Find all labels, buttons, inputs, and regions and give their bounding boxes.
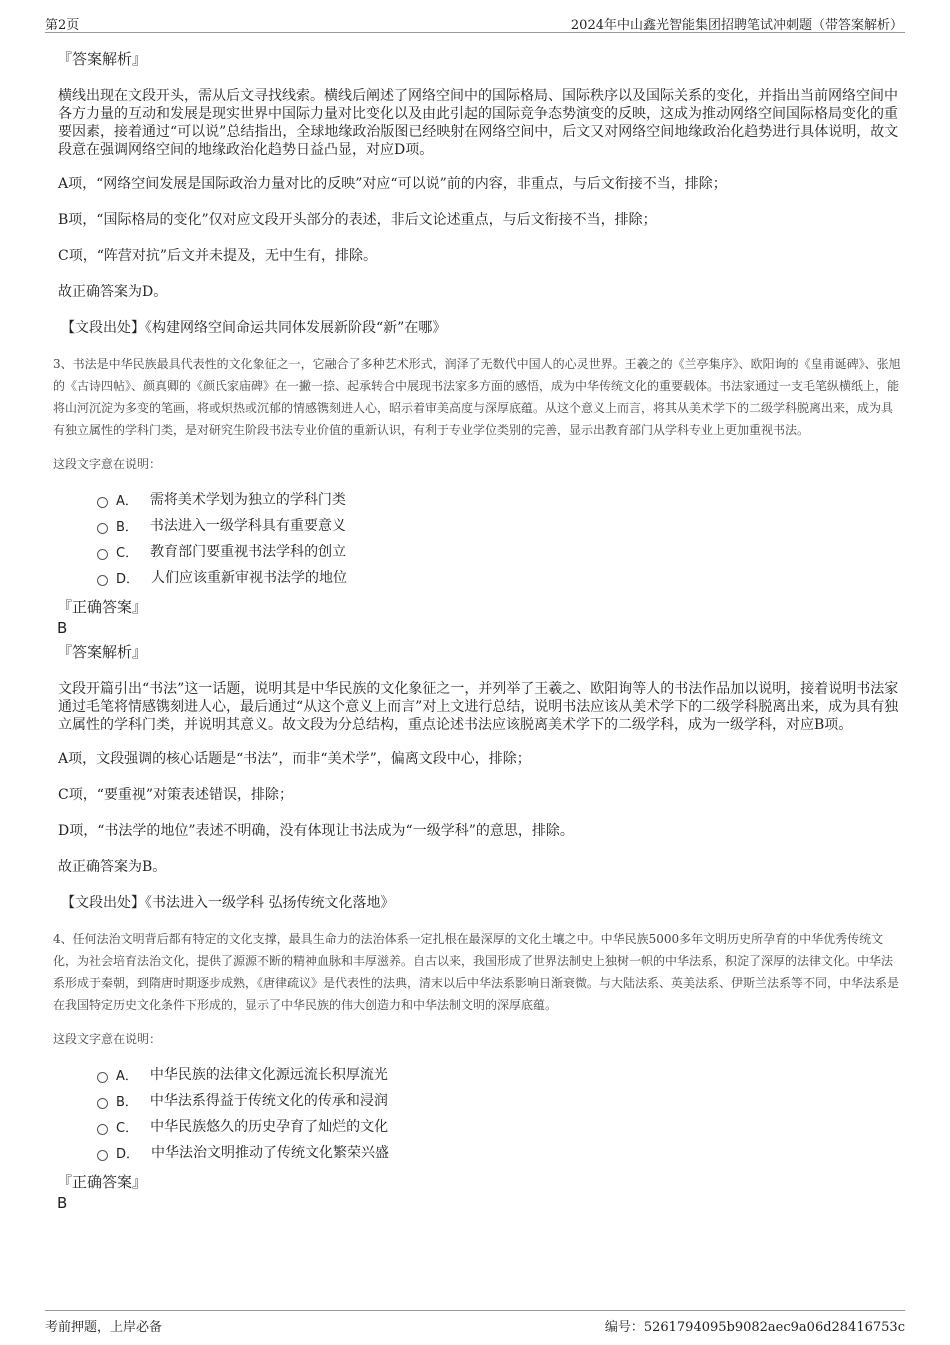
analysis-line: D项，“书法学的地位”表述不明确，没有体现让书法成为“一级学科”的意思，排除。	[58, 823, 574, 839]
analysis-line: C项，“要重视”对策表述错误，排除；	[58, 787, 294, 803]
option-letter: A．	[116, 1068, 138, 1084]
analysis-line: A项，文段强调的核心话题是“书法”，而非“美术学”，偏离文段中心，排除；	[58, 751, 531, 767]
analysis-label: 『答案解析』	[57, 643, 148, 661]
option-letter: D．	[116, 1146, 140, 1162]
option-d[interactable]	[97, 564, 902, 590]
question-3-text: 3、书法是中华民族最具代表性的文化象征之一，它融合了多种艺术形式，润泽了无数代中国人的心灵世界。王羲之的《兰亭集序》、欧阳询的《皇甫诞碑》、张旭的《古诗四帖》、颜真卿的《颜氏家庙碑》在一撇一捺、起承转合中展现书法家多方面的感悟，成为中华传统文化的重要载体。书法家通过一支毛笔纵横纸上，能将山河沉淀为多变的笔画，将或炽热或沉郁的情感镌刻进人心，昭示着审美高度与深厚底蕴。从这个意义上而言，将其从美术学下的二级学科脱离出来，成为具有独立属性的学科门类，是对研究生阶段书法专业价值的重新认识，有利于专业学位类别的完善，显示出教育部门从学科专业上更加重视书法。	[53, 357, 901, 437]
option-letter: C．	[116, 545, 139, 561]
option-text: 中华民族悠久的历史孕育了灿烂的文化	[150, 1119, 389, 1135]
radio-icon[interactable]	[97, 575, 108, 586]
option-text: 书法进入一级学科具有重要意义	[149, 518, 346, 534]
radio-icon[interactable]	[97, 1072, 108, 1083]
option-text: 中华民族的法律文化源远流长积厚流光	[149, 1067, 388, 1083]
page-footer	[45, 1310, 905, 1335]
option-letter: C．	[116, 1120, 139, 1136]
option-a[interactable]	[97, 486, 902, 512]
correct-answer-label: 『正确答案』	[57, 598, 148, 616]
correct-answer-label: 『正确答案』	[57, 1173, 148, 1191]
option-c[interactable]	[97, 1113, 902, 1139]
option-a[interactable]	[97, 1061, 902, 1087]
option-d[interactable]	[97, 1139, 902, 1165]
passage-source: 【文段出处】《书法进入一级学科 弘扬传统文化落地》	[61, 895, 395, 911]
analysis-text: 文段开篇引出“书法”这一话题，说明其是中华民族的文化象征之一，并列举了王羲之、欧阳询等人的书法作品加以说明，接着说明书法家通过毛笔将情感镌刻进人心，最后通过“从这个意义上而言”对上文进行总结，说明书法应该从美术学下的二级学科脱离出来，成为具有独立属性的学科门类，并说明其意义。故文段为分总结构，重点论述书法应该脱离美术学下的二级学科，成为一级学科，对应B项。	[58, 681, 899, 733]
option-text: 教育部门要重视书法学科的创立	[150, 544, 347, 560]
radio-icon[interactable]	[97, 497, 108, 508]
option-letter: A．	[116, 493, 138, 509]
option-text: 中华法治文明推动了传统文化繁荣兴盛	[151, 1145, 390, 1161]
radio-icon[interactable]	[97, 1150, 108, 1161]
question-3-options	[97, 486, 902, 590]
option-letter: D．	[116, 571, 140, 587]
radio-icon[interactable]	[97, 1098, 108, 1109]
option-letter: B．	[116, 519, 138, 535]
correct-answer-value: B	[57, 619, 68, 637]
document-id: 编号：5261794095b9082aec9a06d28416753c	[604, 1320, 905, 1335]
question-4-text: 4、任何法治文明背后都有特定的文化支撑，最具生命力的法治体系一定扎根在最深厚的文化土壤之中。中华民族5000多年文明历史所孕育的中华优秀传统文化，为社会培育法治文化，提供了源源不断的精神血脉和丰厚滋养。自古以来，我国形成了世界法制史上独树一帜的中华法系，积淀了深厚的法律文化。中华法系形成于秦朝，到隋唐时期逐步成熟，《唐律疏议》是代表性的法典，清末以后中华法系影响日渐衰微。与大陆法系、英美法系、伊斯兰法系等不同，中华法系是在我国特定历史文化条件下形成的，显示了中华民族的伟大创造力和中华法制文明的深厚底蕴。	[53, 932, 900, 1012]
analysis-line: C项，“阵营对抗”后文并未提及，无中生有，排除。	[58, 248, 378, 264]
option-text: 人们应该重新审视书法学的地位	[151, 570, 348, 586]
correct-answer-value: B	[57, 1194, 68, 1212]
passage-source: 【文段出处】《构建网络空间命运共同体发展新阶段“新”在哪》	[61, 320, 447, 336]
option-c[interactable]	[97, 538, 902, 564]
radio-icon[interactable]	[97, 549, 108, 560]
analysis-text: 横线出现在文段开头，需从后文寻找线索。横线后阐述了网络空间中的国际格局、国际秩序以及国际关系的变化，并指出当前网络空间中各方力量的互动和发展是现实世界中国际力量对比变化以及由此引起的国际竞争态势演变的反映，这成为推动网络空间国际格局变化的重要因素，接着通过“可以说”总结指出，全球地缘政治版图已经映射在网络空间中，后文又对网络空间地缘政治化趋势进行具体说明，故文段意在强调网络空间的地缘政治化趋势日益凸显，对应D项。	[58, 88, 899, 158]
option-text: 需将美术学划为独立的学科门类	[149, 492, 346, 508]
option-b[interactable]	[97, 512, 902, 538]
analysis-conclusion: 故正确答案为B。	[58, 859, 167, 875]
option-text: 中华法系得益于传统文化的传承和浸润	[149, 1093, 388, 1109]
option-letter: B．	[116, 1094, 138, 1110]
analysis-label: 『答案解析』	[57, 50, 148, 68]
analysis-line: B项，“国际格局的变化”仅对应文段开头部分的表述，非后文论述重点，与后文衔接不当，排除；	[58, 212, 657, 228]
analysis-conclusion: 故正确答案为D。	[58, 284, 168, 300]
radio-icon[interactable]	[97, 523, 108, 534]
document-title: 2024年中山鑫光智能集团招聘笔试冲刺题（带答案解析）	[570, 18, 903, 33]
question-3-prompt: 这段文字意在说明：	[53, 457, 162, 471]
footer-slogan: 考前押题，上岸必备	[45, 1320, 163, 1335]
question-4-options	[97, 1061, 902, 1165]
question-4-prompt: 这段文字意在说明：	[53, 1032, 162, 1046]
option-b[interactable]	[97, 1087, 902, 1113]
analysis-line: A项，“网络空间发展是国际政治力量对比的反映”对应“可以说”前的内容，非重点，与后文衔接不当，排除；	[58, 176, 727, 192]
page-number: 第2页	[45, 18, 80, 33]
radio-icon[interactable]	[97, 1124, 108, 1135]
page-content	[55, 40, 902, 1214]
page-header	[45, 12, 905, 33]
